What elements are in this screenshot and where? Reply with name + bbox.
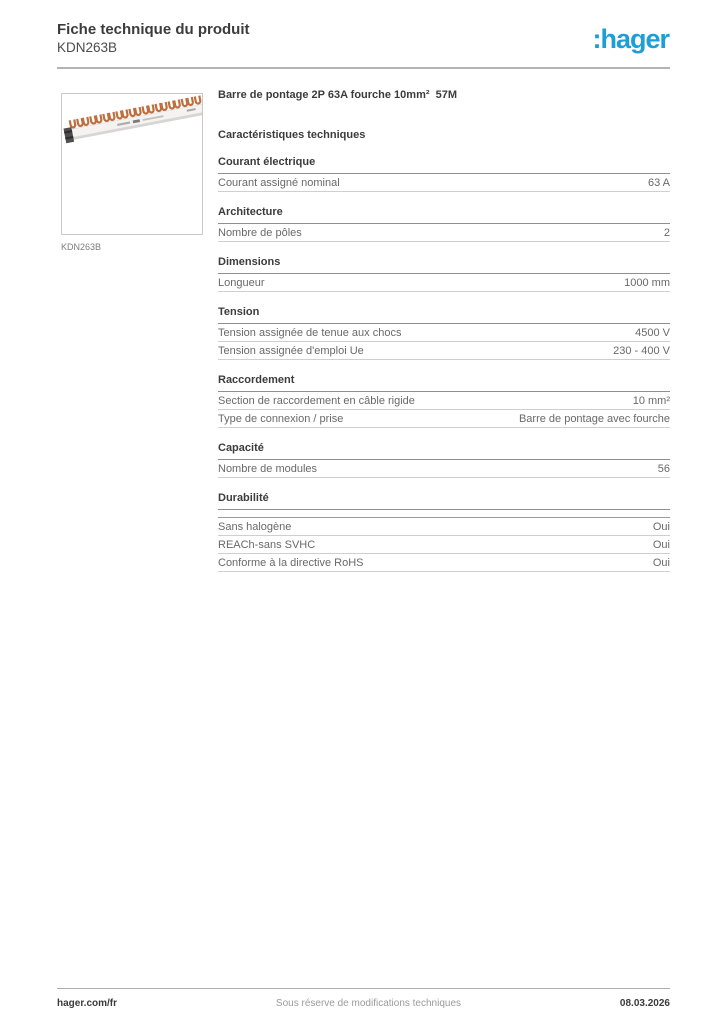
spec-rows <box>218 392 670 428</box>
header-divider <box>57 67 670 69</box>
spec-value: Oui <box>652 520 670 533</box>
footer-disclaimer: Sous réserve de modifications techniques <box>275 998 462 1009</box>
characteristics-heading: Caractéristiques techniques <box>218 129 366 141</box>
spec-section <box>218 492 670 572</box>
footer-divider <box>57 988 670 989</box>
spec-section <box>218 256 670 292</box>
spec-label: Longueur <box>218 276 265 289</box>
hager-logo: :hager <box>592 24 669 54</box>
spec-label: Nombre de modules <box>218 462 318 475</box>
spec-section <box>218 156 670 192</box>
spec-row <box>218 392 670 410</box>
spec-column <box>218 89 670 572</box>
busbar-illustration <box>62 94 202 234</box>
spec-value: 2 <box>663 226 670 239</box>
spec-section <box>218 374 670 428</box>
spec-value: 1000 mm <box>624 276 670 289</box>
spec-section-title: Courant électrique <box>218 156 670 174</box>
spec-row <box>218 460 670 478</box>
spec-rows <box>218 224 670 242</box>
product-image <box>61 93 203 235</box>
footer-date: 08.03.2026 <box>619 998 670 1009</box>
spec-value: 56 <box>657 462 670 475</box>
spec-section-title: Tension <box>218 306 670 324</box>
spec-section <box>218 206 670 242</box>
spec-section <box>218 442 670 478</box>
document-header <box>57 20 250 56</box>
spec-value: 4500 V <box>635 326 670 339</box>
spec-row <box>218 324 670 342</box>
product-title: Barre de pontage 2P 63A fourche 10mm² 57M <box>218 89 458 101</box>
spec-label: Nombre de pôles <box>218 226 302 239</box>
product-image-caption: KDN263B <box>61 242 102 252</box>
spec-section-title: Architecture <box>218 206 670 224</box>
spec-label: REACh-sans SVHC <box>218 538 316 551</box>
spec-label: Section de raccordement en câble rigide <box>218 394 415 407</box>
footer-website-link[interactable]: hager.com/fr <box>57 998 118 1009</box>
spec-row <box>218 536 670 554</box>
spec-rows <box>218 324 670 360</box>
spec-rows <box>218 460 670 478</box>
spec-section-title: Dimensions <box>218 256 670 274</box>
spec-row <box>218 174 670 192</box>
spec-row <box>218 518 670 536</box>
spec-row <box>218 224 670 242</box>
spec-value: 63 A <box>647 176 670 189</box>
spec-section <box>218 306 670 360</box>
spec-rows <box>218 517 670 572</box>
spec-label: Courant assigné nominal <box>218 176 340 189</box>
spec-rows <box>218 174 670 192</box>
spec-row <box>218 274 670 292</box>
spec-section-title: Capacité <box>218 442 670 460</box>
spec-label: Tension assignée d'emploi Ue <box>218 344 364 357</box>
spec-value: Oui <box>652 538 670 551</box>
spec-value: 10 mm² <box>632 394 670 407</box>
spec-section-title: Durabilité <box>218 492 670 510</box>
spec-value: 230 - 400 V <box>613 344 670 357</box>
document-footer <box>57 998 670 1009</box>
spec-label: Sans halogène <box>218 520 292 533</box>
spec-value: Barre de pontage avec fourche <box>518 412 670 425</box>
spec-rows <box>218 274 670 292</box>
spec-value: Oui <box>652 556 670 569</box>
spec-sections <box>218 156 670 572</box>
spec-row <box>218 342 670 360</box>
spec-label: Type de connexion / prise <box>218 412 344 425</box>
spec-section-title: Raccordement <box>218 374 670 392</box>
spec-label: Tension assignée de tenue aux chocs <box>218 326 402 339</box>
page-title: Fiche technique du produit <box>57 21 250 38</box>
spec-row <box>218 554 670 572</box>
spec-row <box>218 410 670 428</box>
spec-label: Conforme à la directive RoHS <box>218 556 364 569</box>
product-reference: KDN263B <box>57 40 118 55</box>
